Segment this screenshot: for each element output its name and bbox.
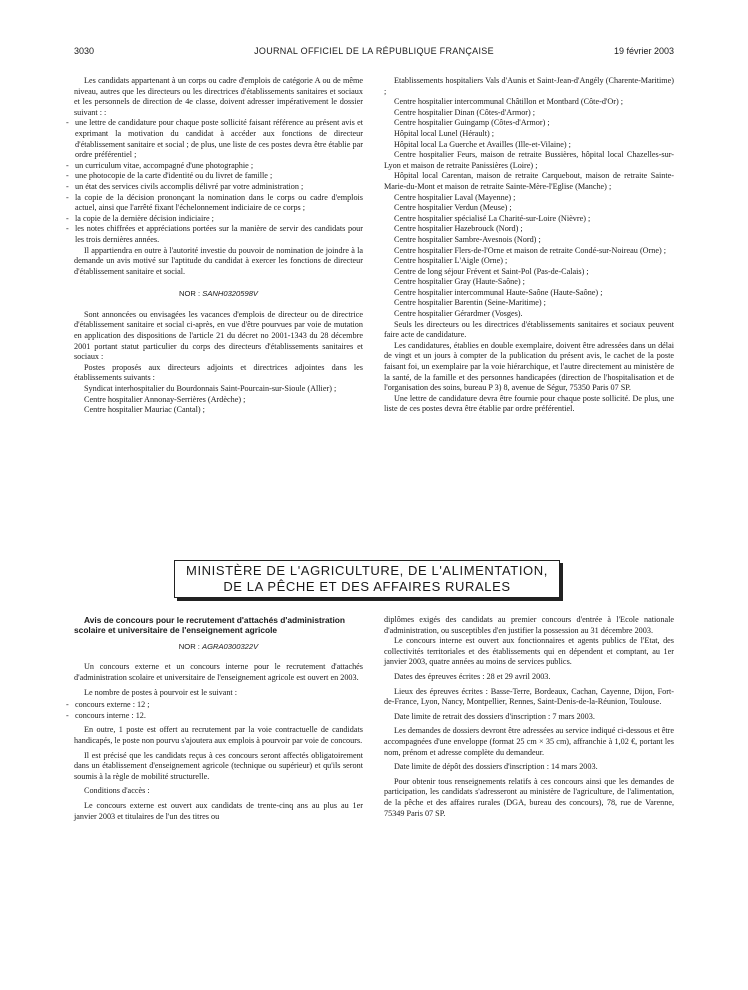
list-item: Centre hospitalier intercommunal Haute-Saône (Haute-Saône) ;	[394, 287, 603, 297]
nor-label: NOR :	[178, 641, 200, 651]
vacances-paragraph: Sont annoncées ou envisagées les vacances d'emplois de directeur ou de directrice d'établissement sanitaire et social ci-après, en vue d'être pourvues par voie de mutation en application des dispositions de l'article 21 du décret no 2001-1343 du 28 décembre 2001 portant statut particulier du corps des directeurs d'établissements sanitaires et sociaux :	[74, 309, 363, 362]
column-2	[384, 76, 674, 415]
list-item: - les notes chiffrées et appréciations portées sur la manière de servir des candidats pour les trois dernières années.	[66, 224, 363, 245]
nor-code: SANH0320598V	[202, 289, 258, 299]
list-item: Centre hospitalier Feurs, maison de retraite Bussières, hôpital local Chazelles-sur-Lyon et maison de retraite Panissières (Loire) ;	[384, 150, 674, 170]
candidatures-paragraph: Les candidatures, établies en double exemplaire, doivent être adressées dans un délai de vingt et un jours à compter de la publication du présent avis, le cachet de la poste faisant foi, un exemplaire par la voie hiérarchique, et l'autre directement au ministère de la santé, de la famille et des personnes handicapées (direction de l'hospitalisation et de l'organisation des soins, bureau P 3) 8, avenue de Ségur, 75350 Paris 07 SP.	[384, 340, 674, 393]
dossier-list	[74, 118, 363, 245]
list-item: - un état des services civils accomplis délivré par votre administration ;	[66, 182, 363, 193]
paragraph: Le concours interne est ouvert aux fonctionnaires et agents publics de l'Etat, des collectivités territoriales et des établissements qui en dépendent et comptant, au 1er janvier 2003, quatre années au moins de services publics.	[384, 636, 674, 667]
list-item: Centre hospitalier Guingamp (Côtes-d'Armor) ;	[394, 118, 550, 128]
list-item: Centre hospitalier Gérardmer (Vosges).	[394, 309, 523, 319]
nor-label: NOR :	[179, 289, 201, 299]
paragraph: Conditions d'accès :	[84, 786, 150, 796]
list-item: Hôpital local Lunel (Hérault) ;	[394, 128, 495, 138]
postes-intro: Postes proposés aux directeurs adjoints et directrices adjointes dans les établissements suivants :	[74, 362, 363, 383]
column-1	[74, 76, 363, 416]
nor-code: AGRA0300322V	[202, 641, 259, 651]
list-item: - une photocopie de la carte d'identité ou du livret de famille ;	[66, 171, 363, 182]
paragraph: diplômes exigés des candidats au premier concours d'entrée à l'Ecole nationale d'administration, ou susceptibles d'en justifier la possession au 31 décembre 2003.	[384, 615, 674, 635]
paragraph: Lieux des épreuves écrites : Basse-Terre, Bordeaux, Cachan, Cayenne, Dijon, Fort-de-France, Lyon, Nancy, Montpellier, Rennes, Saint-Denis-de-la-Réunion, Toulouse.	[384, 686, 674, 707]
list-item: - la copie de la dernière décision indiciaire ;	[66, 214, 363, 225]
paragraph: Il est précisé que les candidats reçus à ces concours seront affectés obligatoirement dans un établissement d'enseignement agricole (technique ou supérieur) et qu'ils seront soumis à la règle de mobilité structurelle.	[74, 750, 363, 781]
list-item: - concours externe : 12 ;	[66, 700, 363, 711]
list-item: Centre hospitalier L'Aigle (Orne) ;	[394, 256, 508, 266]
nor-reference	[74, 642, 363, 653]
paragraph: En outre, 1 poste est offert au recrutement par la voie contractuelle de candidats handicapés, le poste non pourvu s'ajoutera aux emplois à pourvoir par voie de concours.	[74, 725, 363, 745]
list-item: - la copie de la décision prononçant la nomination dans le corps ou cadre d'emplois actuel, ainsi que l'arrêté fixant l'échelonnement indiciaire de ce corps ;	[66, 193, 363, 214]
list-item: - concours interne : 12.	[66, 711, 363, 722]
notice-title: Avis de concours pour le recrutement d'attachés d'administration scolaire et universitaire de l'enseignement agricole	[74, 615, 346, 636]
ministry-line-2: DE LA PÊCHE ET DES AFFAIRES RURALES	[223, 579, 511, 594]
issue-date: 19 février 2003	[613, 46, 674, 56]
list-item: Centre hospitalier intercommunal Châtillon et Montbard (Côte-d'Or) ;	[394, 97, 624, 107]
autorite-paragraph: Il appartiendra en outre à l'autorité investie du pouvoir de nomination de joindre à la demande un avis motivé sur l'aptitude du candidat à exercer les fonctions de directeur d'établissement sanitaire et social.	[74, 245, 363, 276]
paragraph: Dates des épreuves écrites : 28 et 29 avril 2003.	[394, 671, 551, 681]
page-number: 3030	[74, 46, 95, 56]
list-item: Centre hospitalier spécialisé La Charité-sur-Loire (Nièvre) ;	[394, 213, 591, 223]
list-item: Syndicat interhospitalier du Bourdonnais Saint-Pourcain-sur-Sioule (Allier) ;	[84, 384, 337, 394]
list-item: Centre hospitalier Annonay-Serrières (Ardèche) ;	[84, 394, 246, 404]
list-item: Centre hospitalier Hazebrouck (Nord) ;	[394, 224, 523, 234]
paragraph: Le concours externe est ouvert aux candidats de trente-cinq ans au plus au 1er janvier 2003 et titulaires de l'un des titres ou	[74, 800, 363, 821]
list-item: - un curriculum vitae, accompagné d'une photographie ;	[66, 161, 363, 172]
paragraph: Le nombre de postes à pourvoir est le suivant :	[84, 687, 238, 697]
list-item: Centre hospitalier Verdun (Meuse) ;	[394, 203, 512, 213]
column-4	[384, 615, 674, 819]
list-item: Centre hospitalier Barentin (Seine-Maritime) ;	[394, 298, 546, 308]
postes-list	[74, 700, 363, 721]
paragraph: Pour obtenir tous renseignements relatifs à ces concours ainsi que les demandes de participation, les candidats s'adresseront au ministère de l'agriculture, de l'alimentation, de la pêche et des affaires rurales (DGA, bureau des concours), 78, rue de Varenne, 75349 Paris 07 SP.	[384, 776, 674, 818]
list-item: Centre hospitalier Sambre-Avesnois (Nord) ;	[394, 234, 541, 244]
ministry-banner	[174, 560, 560, 598]
list-item: Centre hospitalier Laval (Mayenne) ;	[394, 192, 516, 202]
list-item: Centre hospitalier Flers-de-l'Orne et maison de retraite Condé-sur-Noireau (Orne) ;	[394, 245, 667, 255]
intro-paragraph: Les candidats appartenant à un corps ou cadre d'emplois de catégorie A ou de même niveau, autres que les directeurs ou les directrices d'établissements sanitaires et sociaux et les personnels de direction de 4e classe, doivent adresser impérativement le dossier suivant : :	[74, 76, 363, 117]
journal-title: JOURNAL OFFICIEL DE LA RÉPUBLIQUE FRANÇAISE	[254, 46, 494, 56]
list-item: Hôpital local La Guerche et Availles (Ille-et-Vilaine) ;	[394, 139, 571, 149]
paragraph: Un concours externe et un concours interne pour le recrutement d'attachés d'administration scolaire et universitaire de l'enseignement agricole est ouvert en 2003.	[74, 662, 363, 682]
lettre-paragraph: Une lettre de candidature devra être fournie pour chaque poste sollicité. De plus, une liste de ces postes devra être établie par ordre préférentiel.	[384, 393, 674, 414]
paragraph: Date limite de dépôt des dossiers d'inscription : 14 mars 2003.	[394, 762, 598, 772]
paragraph: Les demandes de dossiers devront être adressées au service indiqué ci-dessous et être accompagnées d'une enveloppe (format 25 cm × 35 cm), affranchie à 1,02 €, portant les nom, prénom et adresse complète du demandeur.	[384, 726, 674, 757]
seuls-paragraph: Seuls les directeurs ou les directrices d'établissements sanitaires et sociaux peuvent faire acte de candidature.	[384, 319, 674, 340]
nor-reference	[74, 289, 363, 300]
column-3	[74, 615, 363, 822]
ministry-line-1: MINISTÈRE DE L'AGRICULTURE, DE L'ALIMENTATION,	[186, 563, 548, 578]
list-item: Centre hospitalier Dinan (Côtes-d'Armor) ;	[394, 107, 536, 117]
list-item: Centre hospitalier Mauriac (Cantal) ;	[84, 405, 205, 415]
list-item: Hôpital local Carentan, maison de retraite Carquebout, maison de retraite Sainte-Marie-du-Mont et maison de retraite Sainte-Mère-l'Eglise (Manche) ;	[384, 171, 674, 191]
list-item: - une lettre de candidature pour chaque poste sollicité faisant référence au présent avis et exprimant la motivation du candidat à accéder aux fonctions de directeur d'établissement sanitaire et social ; de plus, une liste de ces postes devra être établie par ordre préférentiel ;	[66, 118, 363, 160]
paragraph: Date limite de retrait des dossiers d'inscription : 7 mars 2003.	[394, 711, 595, 721]
list-item: Etablissements hospitaliers Vals d'Aunis et Saint-Jean-d'Angély (Charente-Maritime) ;	[384, 76, 674, 96]
list-item: Centre hospitalier Gray (Haute-Saône) ;	[394, 277, 525, 287]
list-item: Centre de long séjour Frévent et Saint-Pol (Pas-de-Calais) ;	[394, 266, 589, 276]
page-header	[74, 46, 674, 58]
